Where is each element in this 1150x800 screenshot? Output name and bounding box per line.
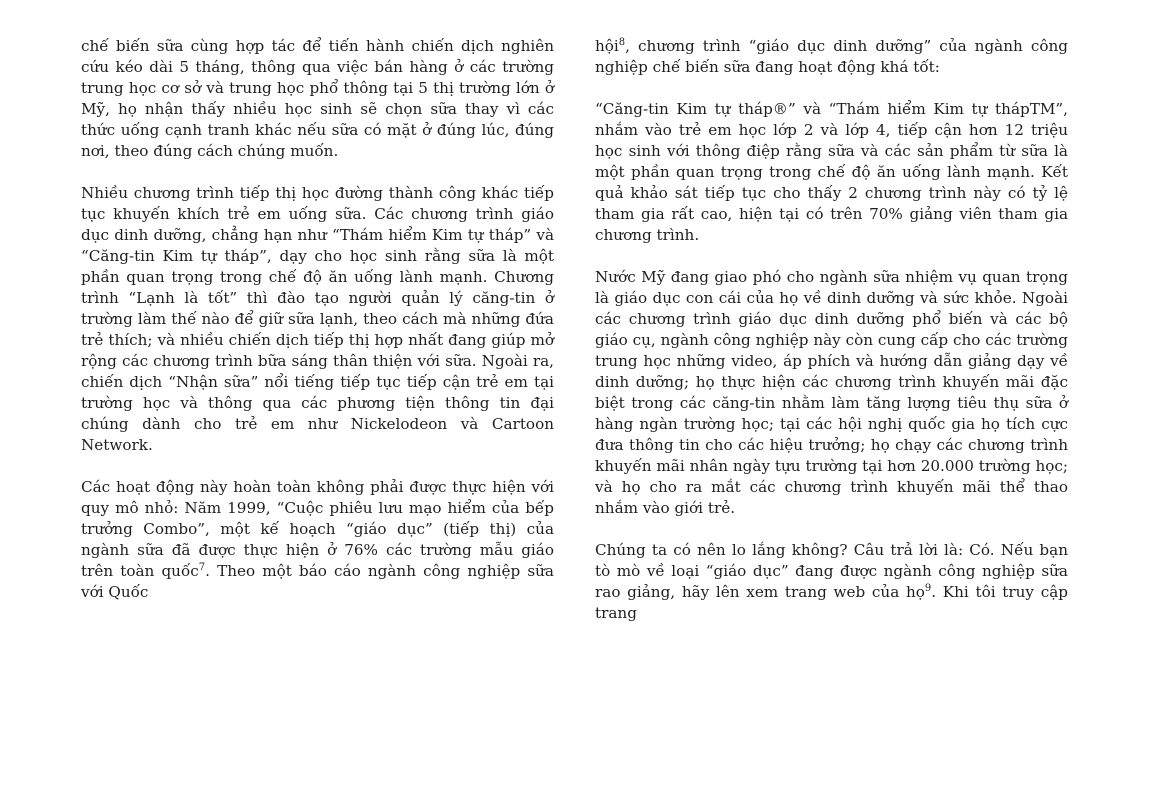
paragraph-text: . Khi tôi truy cập trang bbox=[595, 583, 1068, 622]
paragraph-text: hội bbox=[595, 37, 619, 55]
footnote-marker[interactable]: 7 bbox=[198, 562, 206, 573]
footnote-marker[interactable]: 9 bbox=[924, 583, 932, 594]
paragraph: “Căng-tin Kim tự tháp®” và “Thám hiểm Kim tự thápTM”, nhắm vào trẻ em học lớp 2 và lớp 4, tiếp cận hơn 12 triệu học sinh với thông điệp rằng sữa và các sản phẩm từ sữa là một phần quan trọng trong chế độ ăn uống lành mạnh. Kết quả khảo sát tiếp tục cho thấy 2 chương trình này có tỷ lệ tham gia rất cao, hiện tại có trên 70% giảng viên tham gia chương trình. bbox=[595, 100, 1068, 244]
paragraph: Nhiều chương trình tiếp thị học đường thành công khác tiếp tục khuyến khích trẻ em uống sữa. Các chương trình giáo dục dinh dưỡng, chẳng hạn như “Thám hiểm Kim tự tháp” và “Căng-tin Kim tự tháp”, dạy cho học sinh rằng sữa là một phần quan trọng trong chế độ ăn uống lành mạnh. Chương trình “Lạnh là tốt” thì đào tạo người quản lý căng-tin ở trường làm thế nào để giữ sữa lạnh, theo cách mà những đứa trẻ thích; và nhiều chiến dịch tiếp thị hợp nhất đang giúp mở rộng các chương trình bữa sáng thân thiện với sữa. Ngoài ra, chiến dịch “Nhận sữa” nổi tiếng tiếp tục tiếp cận trẻ em tại trường học và thông qua các phương tiện thông tin đại chúng dành cho trẻ em như Nickelodeon và Cartoon Network. bbox=[81, 184, 554, 454]
left-text-column bbox=[81, 36, 554, 603]
paragraph bbox=[595, 540, 1068, 624]
right-text-column bbox=[595, 36, 1068, 624]
paragraph: chế biến sữa cùng hợp tác để tiến hành chiến dịch nghiên cứu kéo dài 5 tháng, thông qua việc bán hàng ở các trường trung học cơ sở và trung học phổ thông tại 5 thị trường lớn ở Mỹ, họ nhận thấy nhiều học sinh sẽ chọn sữa thay vì các thức uống cạnh tranh khác nếu sữa có mặt ở đúng lúc, đúng nơi, theo đúng cách chúng muốn. bbox=[81, 37, 554, 160]
paragraph bbox=[595, 36, 1068, 78]
paragraph: Nước Mỹ đang giao phó cho ngành sữa nhiệm vụ quan trọng là giáo dục con cái của họ về dinh dưỡng và sức khỏe. Ngoài các chương trình giáo dục dinh dưỡng phổ biến và các bộ giáo cụ, ngành công nghiệp này còn cung cấp cho các trường trung học những video, áp phích và hướng dẫn giảng dạy về dinh dưỡng; họ thực hiện các chương trình khuyến mãi đặc biệt trong các căng-tin nhằm làm tăng lượng tiêu thụ sữa ở hàng ngàn trường học; tại các hội nghị quốc gia họ tích cực đưa thông tin cho các hiệu trưởng; họ chạy các chương trình khuyến mãi nhân ngày tựu trường tại hơn 20.000 trường học; và họ cho ra mắt các chương trình khuyến mãi thể thao nhắm vào giới trẻ. bbox=[595, 268, 1068, 517]
paragraph-text: Chúng ta có nên lo lắng không? Câu trả lời là: Có. Nếu bạn tò mò về loại “giáo dục” đang được ngành công nghiệp sữa rao giảng, hãy lên xem trang web của họ bbox=[595, 541, 1068, 601]
paragraph-text: Các hoạt động này hoàn toàn không phải được thực hiện với quy mô nhỏ: Năm 1999, “Cuộc phiêu lưu mạo hiểm của bếp trưởng Combo”, một kế hoạch “giáo dục” (tiếp thị) của ngành sữa đã được thực hiện ở 76% các trường mẫu giáo trên toàn quốc bbox=[81, 478, 554, 580]
paragraph bbox=[81, 477, 554, 603]
footnote-marker[interactable]: 8 bbox=[618, 37, 626, 48]
paragraph-text: , chương trình “giáo dục dinh dưỡng” của ngành công nghiệp chế biến sữa đang hoạt động khá tốt: bbox=[595, 37, 1068, 76]
paragraph-text: . Theo một báo cáo ngành công nghiệp sữa với Quốc bbox=[81, 562, 554, 601]
